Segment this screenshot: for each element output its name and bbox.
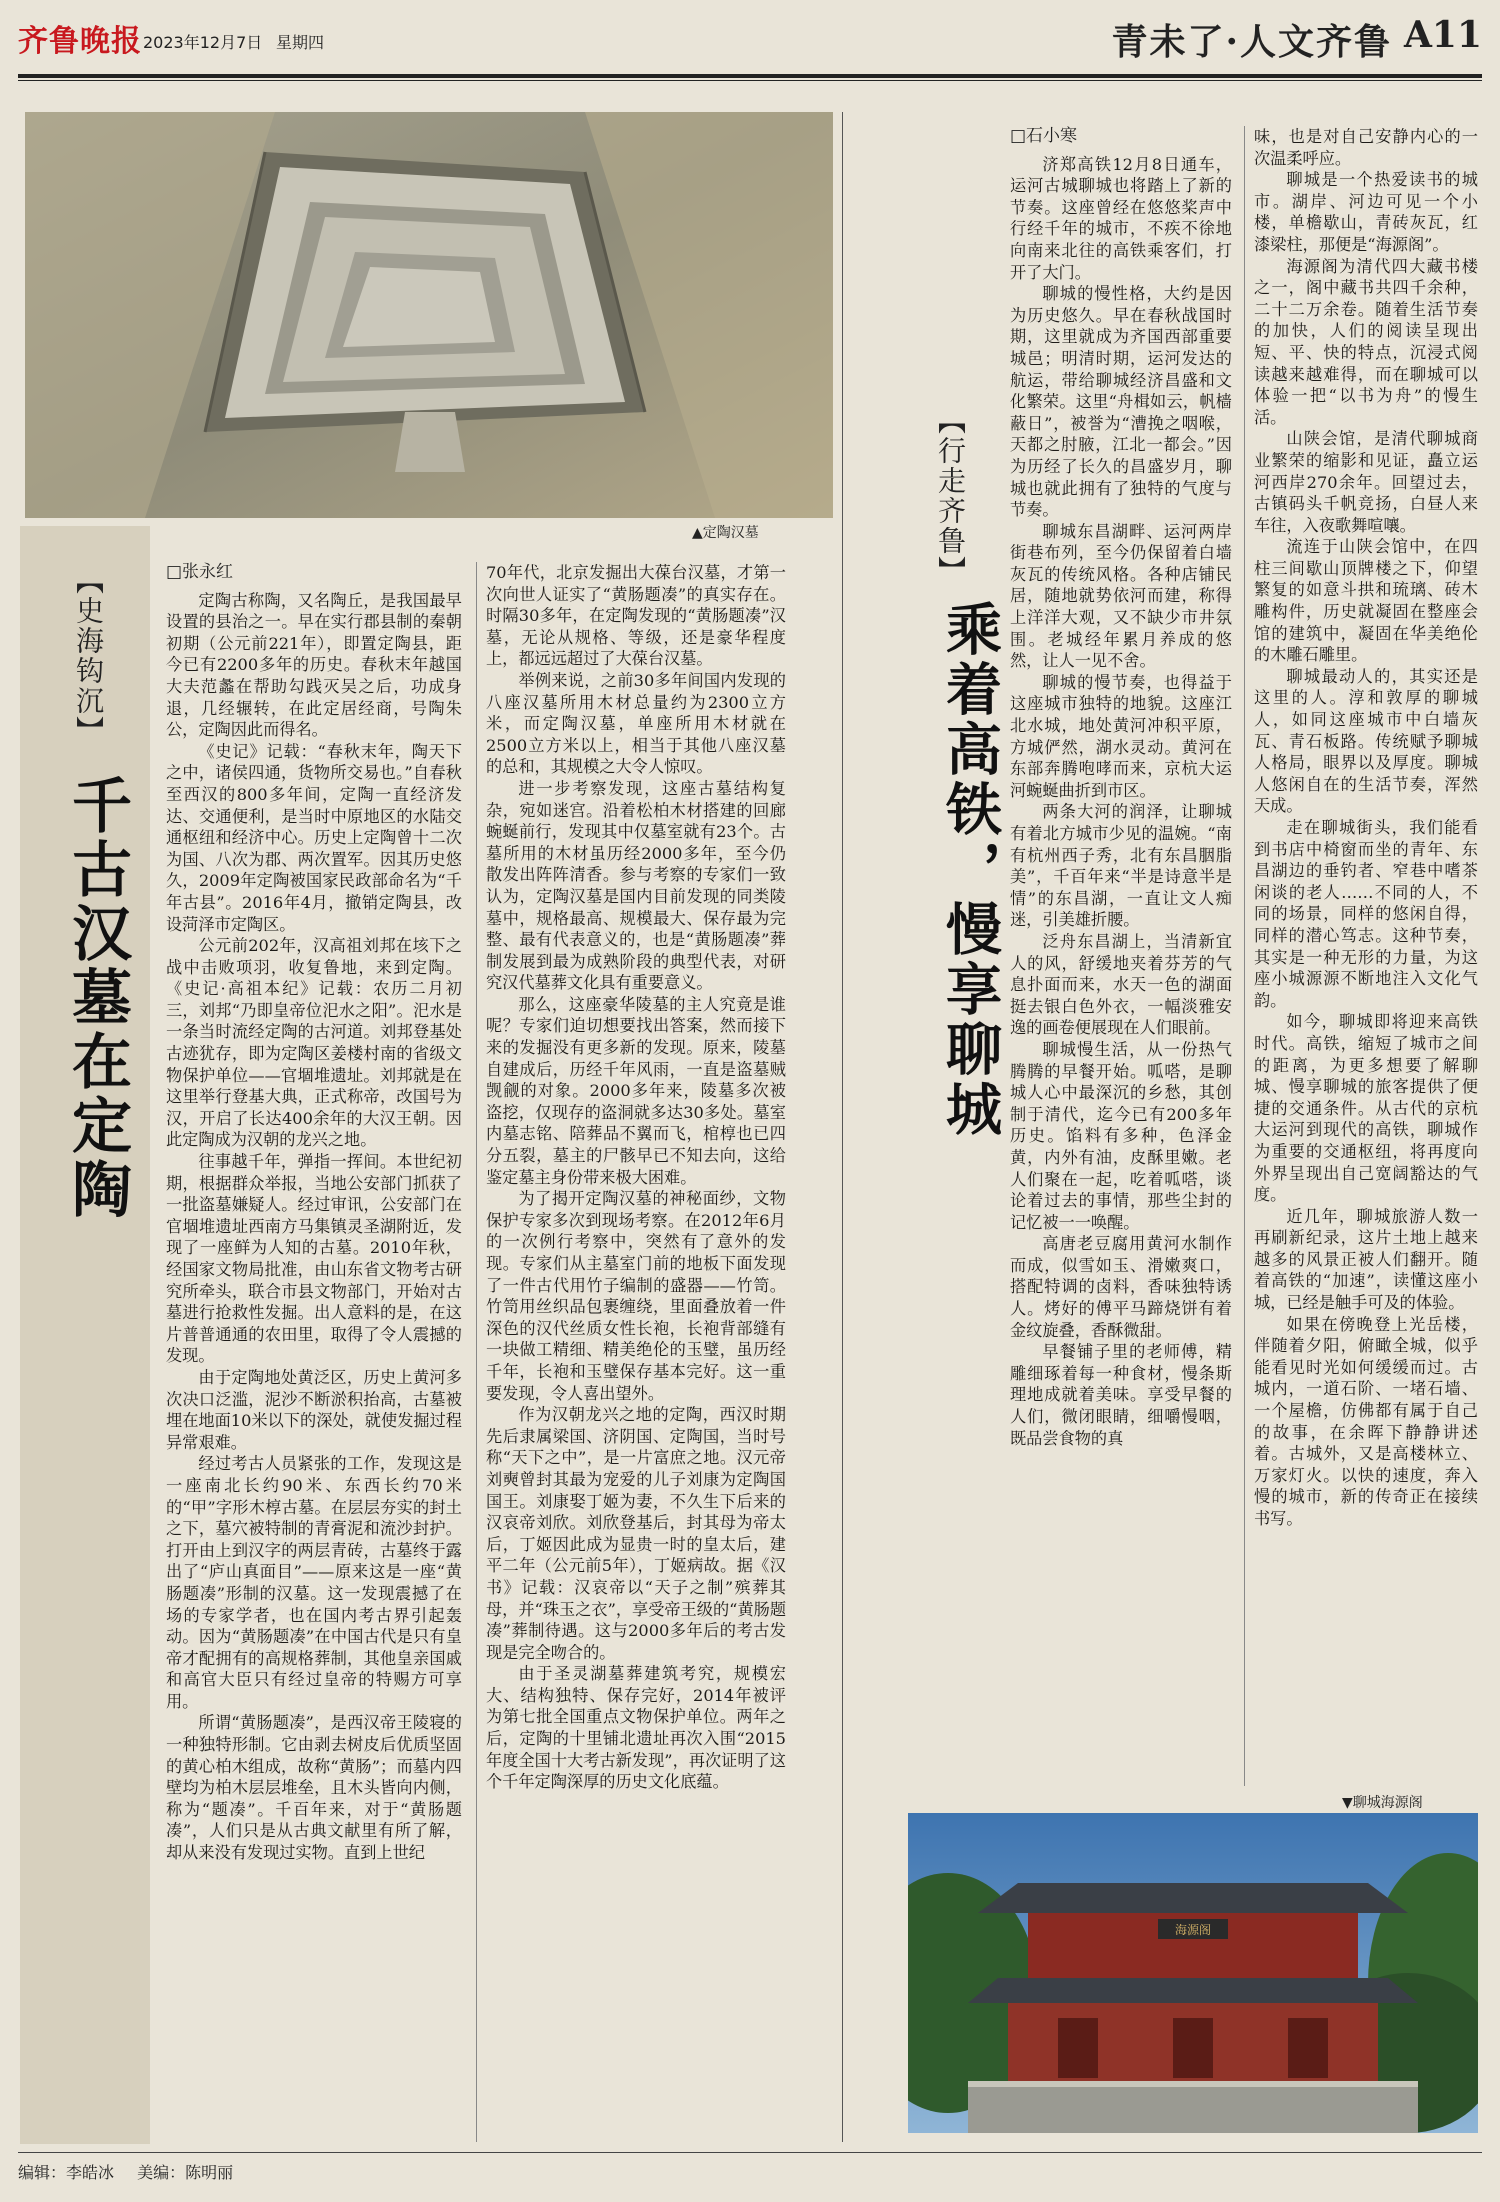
masthead [18,10,1482,70]
paragraph: 为了揭开定陶汉墓的神秘面纱，文物保护专家多次到现场考察。在2012年6月的一次例行考察中，突然有了意外的发现。专家们从主墓室门前的地板下面发现了一件古代用竹子编制的盛器——竹笥。竹笥用丝织品包裹缠绕，里面叠放着一件深色的汉代丝质女性长袍，长袍背部缝有一块做工精细、精美绝伦的玉璧，虽历经千年，长袍和玉璧保存基本完好。这一重要发现，令人喜出望外。 [486,1189,786,1403]
paragraph: 流连于山陕会馆中，在四柱三间歇山顶牌楼之下，仰望繁复的如意斗拱和琉璃、砖木雕构件，历史就凝固在整座会馆的建筑中，凝固在华美绝伦的木雕石雕里。 [1254,537,1478,665]
paragraph: 所谓“黄肠题凑”，是西汉帝王陵寝的一种独特形制。它由剥去树皮后优质坚固的黄心柏木组成，故称“黄肠”；而墓内四壁均为柏木层层堆垒，且木头皆向内侧，称为“题凑”。千百年来，对于“黄肠题凑”，人们只是从古典文献里有所了解，却从来没有发现过实物。直到上世纪 [166,1713,462,1863]
left-article-author: □张永红 [166,562,234,582]
paragraph: 那么，这座豪华陵墓的主人究竟是谁呢？专家们迫切想要找出答案，然而接下来的发掘没有更多新的发现。原来，陵墓自建成后，历经千年风雨，一直是盗墓贼觊觎的对象。2000多年来，陵墓多次被盗挖，仅现存的盗洞就多达30多处。墓室内墓志铭、陪葬品不翼而飞，棺椁也已四分五裂，墓主的尸骸早已不知去向，这给鉴定墓主身份带来极大困难。 [486,994,786,1187]
right-article-col2 [1254,126,1478,1530]
paragraph: 进一步考察发现，这座古墓结构复杂，宛如迷宫。沿着松柏木材搭建的回廊蜿蜒前行，发现其中仅墓室就有23个。古墓所用的木材虽历经2000多年，至今仍散发出阵阵清香。参与考察的专家们一致认为，定陶汉墓是国内目前发现的同类陵墓中，规格最高、规模最大、保存最为完整、最有代表意义的，也是“黄肠题凑”葬制发展到最为成熟阶段的典型代表，对研究汉代墓葬文化具有重要意义。 [486,778,786,993]
issue-date: 2023年12月7日 [143,33,263,52]
paragraph: 作为汉朝龙兴之地的定陶，西汉时期先后隶属梁国、济阴国、定陶国，当时号称“天下之中”，是一片富庶之地。汉元帝刘奭曾封其最为宠爱的儿子刘康为定陶国国王。刘康娶丁姬为妻，不久生下后来的汉哀帝刘欣。刘欣登基后，封其母为帝太后，丁姬因此成为显贵一时的皇太后，建平二年（公元前5年），丁姬病故。据《汉书》记载：汉哀帝以“天子之制”殡葬其母，并“珠玉之衣”，享受帝王级的“黄肠题凑”葬制待遇。这与2000多年后的考古发现是完全吻合的。 [486,1405,787,1662]
right-article-title: 乘着高铁，慢享聊城 [937,600,1003,1140]
paragraph: 经过考古人员紧张的工作，发现这是一座南北长约90米、东西长约70米的“甲”字形木椁古墓。在层层夯实的封土之下，墓穴被特制的青膏泥和流沙封护。打开由上到汉字的两层青砖，古墓终于露出了“庐山真面目”——原来这是一座“黄肠题凑”形制的汉墓。这一发现震撼了在场的专家学者，也在国内考古界引起轰动。因为“黄肠题凑”在中国古代是只有皇帝才配拥有的高规格葬制，其他皇亲国戚和高官大臣只有经过皇帝的特赐方可享用。 [166,1454,462,1711]
paragraph: 泛舟东昌湖上，当清新宜人的风，舒缓地夹着芬芳的气息扑面而来，水天一色的湖面挺去银白色外衣，一幅淡雅安逸的画卷便展现在人们眼前。 [1010,931,1232,1038]
paragraph: 早餐铺子里的老师傅，精雕细琢着每一种食材，慢条斯理地成就着美味。享受早餐的人们，微闭眼睛，细嚼慢咽，既品尝食物的真 [1010,1342,1232,1448]
paragraph: 聊城最动人的，其实还是这里的人。淳和敦厚的聊城人，如同这座城市中白墙灰瓦、青石板路。传统赋予聊城人格局，眼界以及厚度。聊城人悠闲自在的生活节奏，浑然天成。 [1254,666,1478,816]
paragraph: 味，也是对自己安静内心的一次温柔呼应。 [1254,127,1478,168]
column-divider [1244,126,1245,1786]
paragraph: 往事越千年，弹指一挥间。本世纪初期，根据群众举报，当地公安部门抓获了一批盗墓嫌疑人。经过审讯，公安部门在官堌堆遗址西南方马集镇灵圣湖附近，发现了一座鲜为人知的古墓。2010年秋，经国家文物局批准，由山东省文物考古研究所牵头，联合市县文物部门，开始对古墓进行抢救性发掘。出人意料的是，在这片普普通通的农田里，取得了令人震撼的发现。 [166,1152,462,1366]
left-article-col1 [166,562,462,1864]
paragraph: 聊城的慢节奏，也得益于这座城市独特的地貌。这座江北水城，地处黄河冲积平原，方城俨然，湖水灵动。黄河在东部奔腾咆哮而来，京杭大运河蜿蜒曲折到市区。 [1010,672,1232,800]
left-column-tag: 【史海钩沉】 [72,566,105,746]
header-rule [18,74,1482,78]
haiyuan-pavilion-image [908,1813,1478,2133]
paragraph: 聊城慢生活，从一份热气腾腾的早餐开始。呱嗒，是聊城人心中最深沉的乡愁，其创制于清代，迄今已有200多年历史。馅料有多种，色泽金黄，内外有油，皮酥里嫩。老人们聚在一起，吃着呱嗒，谈论着过去的事情，那些尘封的记忆被一一唤醒。 [1010,1039,1232,1232]
paragraph: 如果在傍晚登上光岳楼，伴随着夕阳，俯瞰全城，似乎能看见时光如何缓缓而过。古城内，一道石阶、一堵石墙、一个屋檐，仿佛都有属于自己的故事，在余晖下静静讲述着。古城外，又是高楼林立、万家灯火。以快的速度，奔入慢的城市，新的传奇正在接续书写。 [1254,1314,1478,1528]
paragraph: 聊城东昌湖畔、运河两岸街巷布列，至今仍保留着白墙灰瓦的传统风格。各种店铺民居，随地就势依河而建，称得上洋洋大观，又不缺少市井氛围。老城经年累月养成的悠然，让人一见不舍。 [1010,521,1232,671]
page-footer [18,2160,251,2183]
right-column-tag: 【行走齐鲁】 [934,406,967,586]
paragraph: 定陶古称陶，又名陶丘，是我国最早设置的县治之一。早在实行郡县制的秦朝初期（公元前221年），即置定陶县，距今已有2200多年的历史。春秋末年越国大夫范蠡在帮助勾践灭吴之后，功成身退，几经辗转，在此定居经商，号陶朱公，定陶因此而得名。 [166,590,462,740]
tomb-aerial-image [25,112,833,518]
paragraph: 聊城是一个热爱读书的城市。湖岸、河边可见一个小楼，单檐歇山，青砖灰瓦，红漆梁柱，那便是“海源阁”。 [1254,170,1478,254]
right-article-author: □石小寒 [1010,126,1078,146]
right-article-col1 [1010,126,1232,1449]
left-article-col2 [486,562,786,1793]
newspaper-logo: 齐鲁晚报 [18,24,142,59]
left-article-title: 千古汉墓在定陶 [62,774,132,1222]
page-number: A11 [1403,14,1482,56]
column-divider [476,562,477,2142]
paragraph: 山陕会馆，是清代聊城商业繁荣的缩影和见证，矗立运河西岸270余年。回望过去，古镇码头千帆竞扬，白昼人来车往，入夜歌舞喧嚷。 [1254,429,1478,535]
paragraph: 由于定陶地处黄泛区，历史上黄河多次决口泛滥，泥沙不断淤积抬高，古墓被埋在地面10米以下的深处，就使发掘过程异常艰难。 [166,1367,462,1452]
paragraph: 公元前202年，汉高祖刘邦在垓下之战中击败项羽，收复鲁地，来到定陶。《史记·高祖本纪》记载：农历二月初三，刘邦“乃即皇帝位汜水之阳”。汜水是一条当时流经定陶的古河道。刘邦登基处古迹犹存，即为定陶区姜楼村南的省级文物保护单位——官堌堆遗址。刘邦就是在这里举行登基大典，正式称帝，改国号为汉，开启了长达400余年的大汉王朝。因此定陶成为汉朝的龙兴之地。 [166,936,462,1150]
paragraph: 高唐老豆腐用黄河水制作而成，似雪如玉、滑嫩爽口，搭配特调的卤料，香味独特诱人。烤好的傅平马蹄烧饼有着金纹旋叠，香酥微甜。 [1010,1234,1232,1340]
editor-credit: 编辑：李皓冰 [18,2163,115,2182]
tomb-photo-caption: ▲定陶汉墓 [692,525,759,541]
paragraph: 聊城的慢性格，大约是因为历史悠久。早在春秋战国时期，这里就成为齐国西部重要城邑；明清时期，运河发达的航运，带给聊城经济昌盛和文化繁荣。这里“舟楫如云，帆樯蔽日”，被誉为“漕挽之咽喉，天都之肘腋，江北一都会。”因为历经了长久的昌盛岁月，聊城也就此拥有了独特的气度与节奏。 [1010,284,1232,520]
paragraph: 《史记》记载：“春秋末年，陶天下之中，诸侯四通，货物所交易也。”自春秋至西汉的800多年间，定陶一直经济发达、交通便利，是当时中原地区的水陆交通枢纽和经济中心。历史上定陶曾十二次为国、八次为郡、两次置军。因其历史悠久，2009年定陶被国家民政部命名为“千年古县”。2016年4月，撤销定陶县，改设菏泽市定陶区。 [166,741,462,934]
library-photo-caption: ▼聊城海源阁 [1342,1795,1423,1811]
paragraph: 走在聊城街头，我们能看到书店中椅窗而坐的青年、东昌湖边的垂钓者、窄巷中嗜茶闲谈的老人……不同的人，不同的场景，同样的悠闲自得，同样的潜心笃志。这种节奏，其实是一种无形的力量，为这座小城源源不断地注入文化气韵。 [1254,818,1478,1010]
paragraph: 70年代，北京发掘出大葆台汉墓，才第一次向世人证实了“黄肠题凑”的真实存在。时隔30多年，在定陶发现的“黄肠题凑”汉墓，无论从规格、等级，还是豪华程度上，都远远超过了大葆台汉墓。 [486,563,786,669]
article-divider [842,112,843,2142]
header-rule-thin [18,80,1482,81]
paragraph: 海源阁为清代四大藏书楼之一，阁中藏书共四千余种，二十二万余卷。随着生活节奏的加快，人们的阅读呈现出短、平、快的特点，沉浸式阅读越来越难得，而在聊城可以体验一把“以书为舟”的慢生活。 [1254,256,1478,427]
pavilion-sign: 海源阁 [1174,1923,1212,1937]
tomb-photo [25,112,833,518]
paragraph: 如今，聊城即将迎来高铁时代。高铁，缩短了城市之间的距离，为更多想要了解聊城、慢享聊城的旅客提供了便捷的交通条件。从古代的京杭大运河到现代的高铁，聊城作为重要的交通枢纽，将再度向外界呈现出自己宽阔豁达的气度。 [1254,1012,1478,1205]
footer-rule [18,2152,1482,2153]
paragraph: 两条大河的润泽，让聊城有着北方城市少见的温婉。“南有杭州西子秀，北有东昌胭脂美”，千百年来“半是诗意半是情”的东昌湖，一直让文人痴迷，引美雄折腰。 [1010,802,1232,930]
issue-weekday: 星期四 [276,33,325,52]
paragraph: 济郑高铁12月8日通车，运河古城聊城也将踏上了新的节奏。这座曾经在悠悠桨声中行经千年的城市，不疾不徐地向南来北往的高铁乘客们，打开了大门。 [1010,154,1232,282]
section-title: 青未了·人文齐鲁 [1111,21,1392,63]
designer-credit: 美编：陈明丽 [137,2163,234,2182]
left-article-banner [20,526,150,2144]
paragraph: 由于圣灵湖墓葬建筑考究，规模宏大、结构独特、保存完好，2014年被评为第七批全国重点文物保护单位。两年之后，定陶的十里铺北遗址再次入围“2015年度全国十大考古新发现”，再次证明了这个千年定陶深厚的历史文化底蕴。 [486,1664,786,1792]
paragraph: 举例来说，之前30多年间国内发现的八座汉墓所用木材总量约为2300立方米，而定陶汉墓，单座所用木材就在2500立方米以上，相当于其他八座汉墓的总和，其规模之大令人惊叹。 [486,670,786,777]
paragraph: 近几年，聊城旅游人数一再刷新纪录，这片土地上越来越多的风景正被人们翻开。随着高铁的“加速”，读懂这座小城，已经是触手可及的体验。 [1254,1206,1478,1313]
library-photo [908,1813,1478,2133]
